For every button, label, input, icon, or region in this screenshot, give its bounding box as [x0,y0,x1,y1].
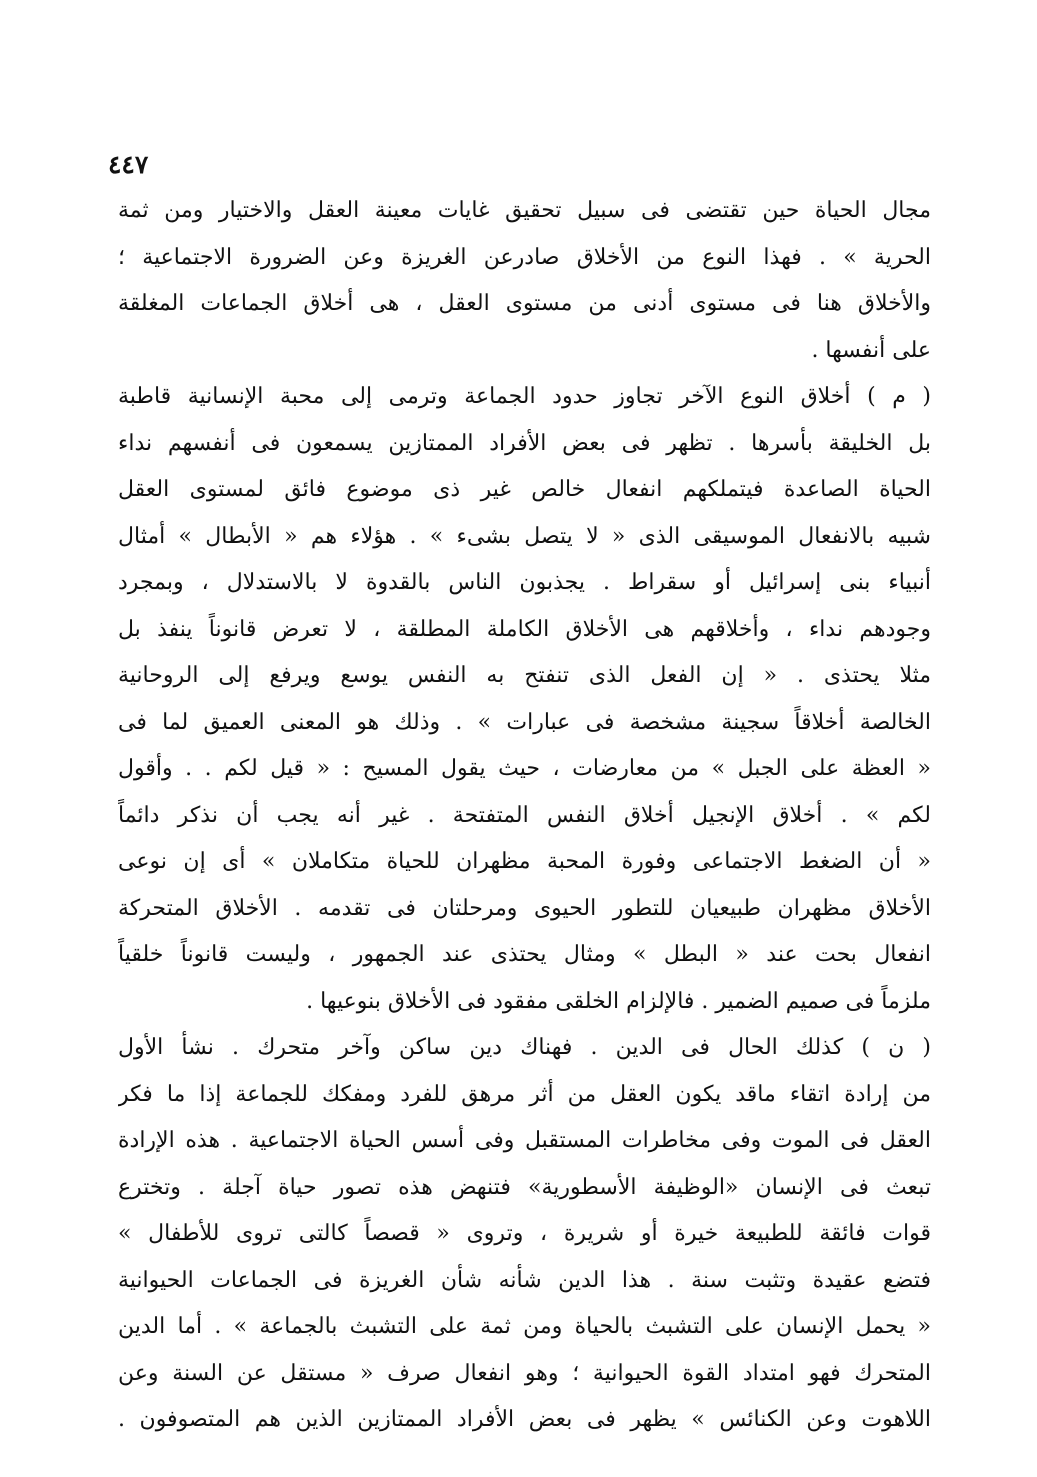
text-line: المتحرك فهو امتداد القوة الحيوانية ؛ وهو انفعال صرف « مستقل عن السنة وعن [118,1360,931,1386]
text-line: فتضع عقيدة وتثبت سنة . هذا الدين شأنه شأن الغريزة فى الجماعات الحيوانية [118,1267,931,1293]
text-line: الحرية » . فهذا النوع من الأخلاق صادرعن الغريزة وعن الضرورة الاجتماعية ؛ [118,244,931,270]
text-line: « يحمل الإنسان على التشبث بالحياة ومن ثمة على التشبث بالجماعة » . أما الدين [118,1314,931,1339]
text-line: « العظة على الجبل » من معارضات ، حيث يقول المسيح : « قيل لكم . . وأقول [118,756,931,781]
text-line: الحياة الصاعدة فيتملكهم انفعال خالص غير ذى موضوع فائق لمستوى العقل [118,477,931,502]
text-line: مثلا يحتذى . « إن الفعل الذى تنفتح به النفس يوسع ويرفع إلى الروحانية [118,663,931,688]
text-line: الخالصة أخلاقاً سجينة مشخصة فى عبارات » . وذلك هو المعنى العميق لما فى [118,709,931,735]
text-line: بل الخليقة بأسرها . تظهر فى بعض الأفراد الممتازين يسمعون فى أنفسهم نداء [118,430,931,456]
text-line: ( ن ) كذلك الحال فى الدين . فهناك دين ساكن وآخر متحرك . نشأ الأول [118,1035,931,1060]
text-line: « أن الضغط الاجتماعى وفورة المحبة مظهران للحياة متكاملان » أى إن نوعى [118,849,931,874]
text-line: شبيه بالانفعال الموسيقى الذى « لا يتصل بشىء » . هؤلاء هم « الأبطال » أمثال [118,523,931,549]
text-line: انفعال بحت عند « البطل » ومثال يحتذى عند الجمهور ، وليست قانوناً خلقياً [118,942,931,967]
text-line: تبعث فى الإنسان «الوظيفة الأسطورية» فتنهض هذه تصور حياة آجلة . وتخترع [118,1174,931,1200]
text-line: العقل فى الموت وفى مخاطرات المستقبل وفى أسس الحياة الاجتماعية . هذه الإرادة [118,1128,931,1153]
text-line: والأخلاق هنا فى مستوى أدنى من مستوى العقل ، هى أخلاق الجماعات المغلقة [118,291,931,316]
text-line: ( م ) أخلاق النوع الآخر تجاوز حدود الجماعة وترمى إلى محبة الإنسانية قاطبة [118,384,931,409]
body-text [118,188,931,1444]
text-line: الأخلاق مظهران طبيعيان للتطور الحيوى ومرحلتان فى تقدمه . الأخلاق المتحركة [118,895,931,921]
text-line: ملزماً فى صميم الضمير . فالإلزام الخلقى مفقود فى الأخلاق بنوعيها . [306,988,931,1014]
text-line: وجودهم نداء ، وأخلاقهم هى الأخلاق الكاملة المطلقة ، لا تعرض قانوناً ينفذ بل [118,616,931,642]
text-line: قوات فائقة للطبيعة خيرة أو شريرة ، وتروى « قصصاً كالتى تروى للأطفال » [118,1221,931,1246]
text-line: أنبياء بنى إسرائيل أو سقراط . يجذبون الناس بالقدوة لا بالاستدلال ، وبمجرد [118,570,931,595]
page-number: ٤٤٧ [108,150,149,179]
text-line: اللاهوت وعن الكنائس » يظهر فى بعض الأفراد الممتازين الذين هم المتصوفون . [118,1407,931,1432]
text-line: مجال الحياة حين تقتضى فى سبيل تحقيق غايات معينة العقل والاختيار ومن ثمة [118,198,931,223]
text-line: من إرادة اتقاء ماقد يكون العقل من أثر مرهق للفرد ومفكك للجماعة إذا ما فكر [118,1081,931,1107]
text-line: على أنفسها . [811,337,931,363]
text-line: لكم » . أخلاق الإنجيل أخلاق النفس المتفتحة . غير أنه يجب أن نذكر دائماً [118,802,931,828]
